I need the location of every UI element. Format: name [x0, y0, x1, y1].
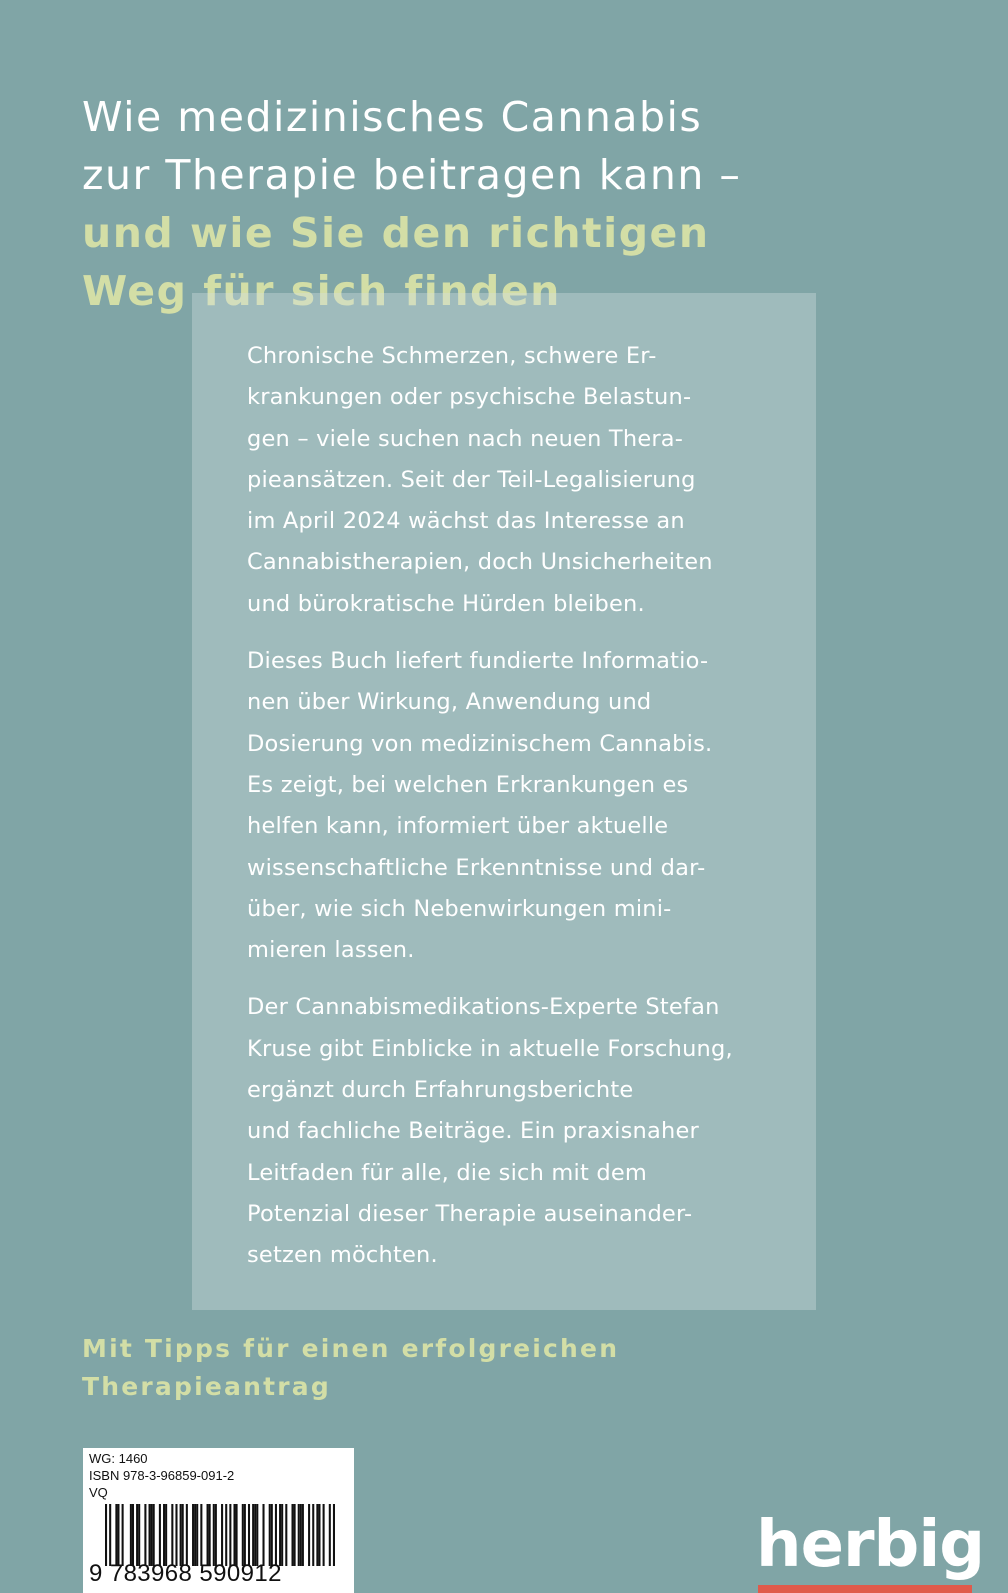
text-line: Der Cannabismedikations-Experte Stefan — [247, 994, 720, 1021]
barcode-bar — [149, 1504, 151, 1566]
text-line: mieren lassen. — [247, 937, 415, 964]
isbn-info — [89, 1450, 234, 1501]
headline-highlight-line: und wie Sie den richtigen — [82, 209, 710, 257]
text-line: Cannabistherapien, doch Unsicherheiten — [247, 549, 713, 576]
text-line: Leitfaden für alle, die sich mit dem — [247, 1159, 647, 1186]
barcode-bar — [242, 1504, 244, 1566]
text-line: und fachliche Beiträge. Ein praxisnaher — [247, 1118, 699, 1145]
barcode-label — [83, 1448, 354, 1593]
barcode-bar — [285, 1504, 287, 1566]
text-line: Potenzial dieser Therapie auseinander- — [247, 1200, 693, 1227]
publisher-logo: herbig — [756, 1508, 985, 1582]
barcode-bar — [300, 1504, 302, 1566]
barcode-bar — [151, 1504, 153, 1566]
isbn-number: ISBN 978-3-96859-091-2 — [89, 1468, 235, 1483]
barcode-bar — [117, 1504, 119, 1566]
headline — [82, 88, 842, 320]
barcode-bar — [275, 1504, 277, 1566]
barcode-bar — [236, 1504, 238, 1566]
barcode-bar — [180, 1504, 182, 1566]
barcode-bar — [122, 1504, 124, 1566]
barcode-bar — [153, 1504, 155, 1566]
text-line: wissenschaftliche Erkenntnisse und dar- — [247, 854, 706, 881]
barcode-bar — [163, 1504, 165, 1566]
barcode-bar — [298, 1504, 300, 1566]
barcode-bar — [225, 1504, 227, 1566]
barcode-bar — [256, 1504, 258, 1566]
barcode-bar — [138, 1504, 140, 1566]
text-line: Chronische Schmerzen, schwere Er- — [247, 343, 657, 369]
text-line: krankungen oder psychische Belastun- — [247, 384, 692, 411]
barcode-bar — [312, 1504, 314, 1566]
text-line: Dieses Buch liefert fundierte Informatio- — [247, 648, 709, 675]
barcode-bar — [132, 1504, 134, 1566]
tagline — [82, 1330, 642, 1406]
barcode-bar — [281, 1504, 283, 1566]
text-line: und bürokratische Hürden bleiben. — [247, 590, 645, 617]
barcode-bar — [302, 1504, 304, 1566]
text-line: Es zeigt, bei welchen Erkrankungen es — [247, 771, 689, 798]
headline-line: Wie medizinisches Cannabis — [82, 93, 703, 141]
barcode-bar — [279, 1504, 281, 1566]
barcode-bar — [248, 1504, 250, 1566]
barcode-bar — [105, 1504, 107, 1566]
barcode-bar — [182, 1504, 184, 1566]
barcode-bar — [262, 1504, 264, 1566]
wg-code: WG: 1460 — [89, 1451, 148, 1466]
text-line: Dosierung von medizinischem Cannabis. — [247, 730, 713, 757]
barcode-bar — [109, 1504, 111, 1566]
barcode-digits: 9 783968 590912 — [89, 1560, 282, 1587]
barcode-bar — [316, 1504, 318, 1566]
barcode-bar — [175, 1504, 177, 1566]
barcode-bar — [171, 1504, 173, 1566]
barcode-bar — [269, 1504, 271, 1566]
barcode-bar — [200, 1504, 202, 1566]
barcode-bar — [115, 1504, 117, 1566]
tagline-line: Mit Tipps für einen erfolgreichen — [82, 1334, 620, 1363]
logo-underline — [758, 1585, 972, 1593]
tagline-line: Therapieantrag — [82, 1372, 331, 1401]
text-line: ergänzt durch Erfahrungsberichte — [247, 1077, 634, 1104]
text-line: setzen möchten. — [247, 1242, 438, 1269]
barcode-bar — [244, 1504, 246, 1566]
text-line: über, wie sich Nebenwirkungen mini- — [247, 895, 672, 922]
barcode-bar — [207, 1504, 209, 1566]
text-line: pieansätzen. Seit der Teil-Legalisierung — [247, 466, 696, 493]
description-paragraph — [247, 987, 787, 1276]
text-line: gen – viele suchen nach neuen Thera- — [247, 425, 684, 452]
barcode-bar — [186, 1504, 188, 1566]
barcode-bar — [136, 1504, 138, 1566]
barcode-bar — [229, 1504, 231, 1566]
barcode-bar — [291, 1504, 293, 1566]
barcode-bar — [209, 1504, 211, 1566]
barcode-bar — [213, 1504, 215, 1566]
barcode-bar — [252, 1504, 254, 1566]
barcode-bar — [159, 1504, 161, 1566]
description-paragraph — [247, 641, 787, 971]
text-line: im April 2024 wächst das Interesse an — [247, 508, 685, 535]
barcode-bar — [329, 1504, 331, 1566]
barcode-bar — [333, 1504, 335, 1566]
description-paragraph — [247, 336, 787, 625]
text-line: nen über Wirkung, Anwendung und — [247, 689, 652, 716]
text-line: helfen kann, informiert über aktuelle — [247, 813, 669, 840]
barcode-bar — [192, 1504, 194, 1566]
barcode-bar — [144, 1504, 146, 1566]
vq-code: VQ — [89, 1485, 108, 1500]
barcode-bar — [294, 1504, 296, 1566]
barcode-bar — [323, 1504, 325, 1566]
barcode-bar — [318, 1504, 320, 1566]
barcode-bar — [233, 1504, 235, 1566]
headline-highlight-line: Weg für sich finden — [82, 267, 561, 315]
barcode-bar — [254, 1504, 256, 1566]
barcode-bar — [308, 1504, 310, 1566]
barcode-bar — [194, 1504, 196, 1566]
barcode-bar — [215, 1504, 217, 1566]
barcode-bar — [196, 1504, 198, 1566]
barcode — [105, 1504, 335, 1566]
barcode-bar — [130, 1504, 132, 1566]
headline-line: zur Therapie beitragen kann – — [82, 151, 742, 199]
barcode-bar — [165, 1504, 167, 1566]
description-text — [247, 336, 787, 1293]
barcode-bar — [221, 1504, 223, 1566]
text-line: Kruse gibt Einblicke in aktuelle Forschung, — [247, 1035, 733, 1062]
barcode-bar — [271, 1504, 273, 1566]
